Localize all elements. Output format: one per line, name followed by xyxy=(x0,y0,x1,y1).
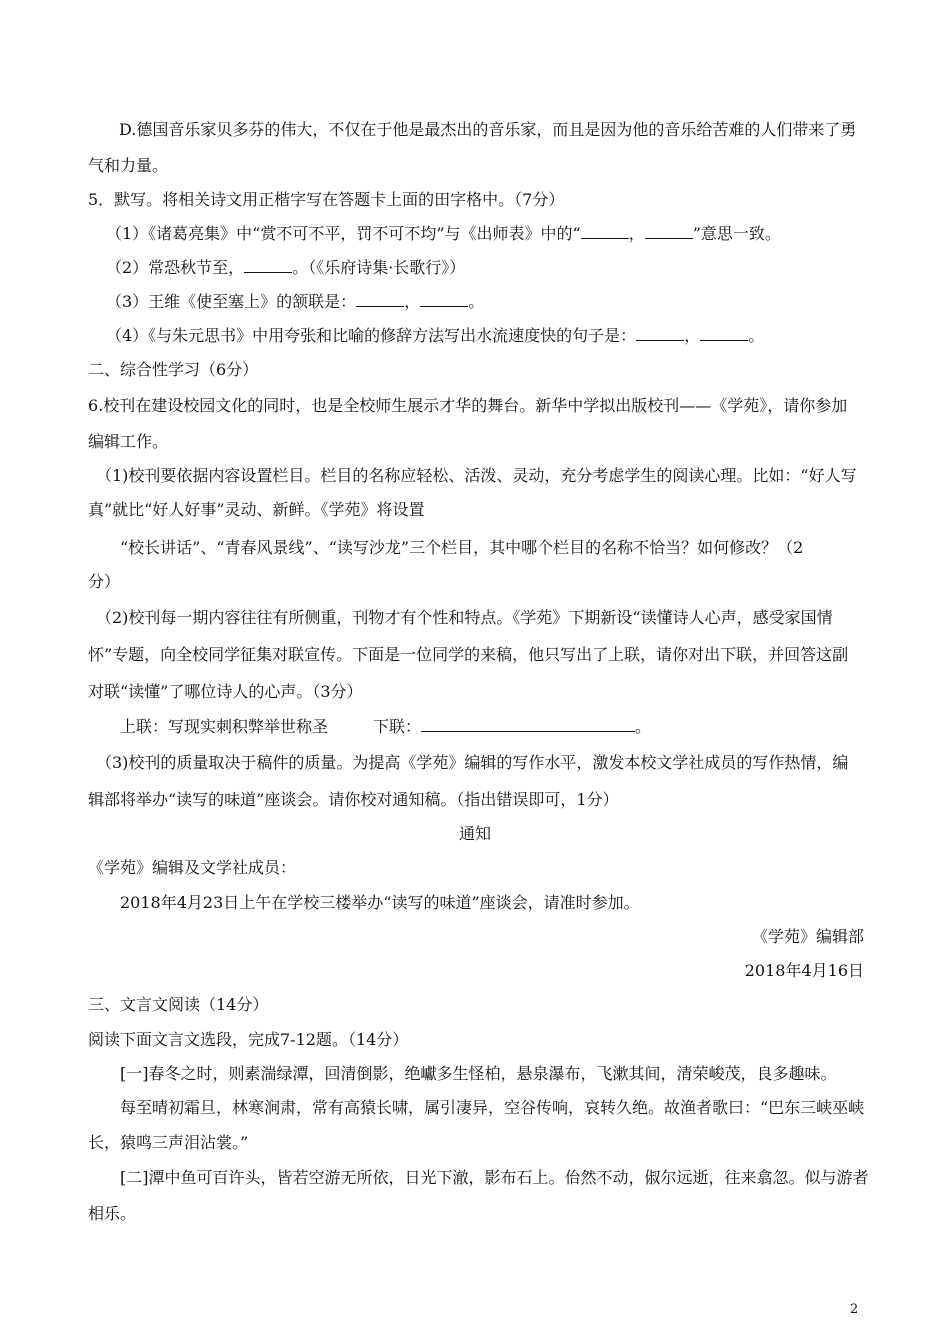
answer-blank[interactable] xyxy=(356,292,404,307)
q6-part2-line3: 对联“读懂”了哪位诗人的心声。（3分） xyxy=(88,682,363,701)
notice-signature: 《学苑》编辑部 xyxy=(751,927,864,946)
notice-date: 2018年4月16日 xyxy=(744,961,864,980)
q5-item4 xyxy=(106,326,764,346)
q4-option-d-line2: 气和力量。 xyxy=(88,156,169,175)
notice-body: 2018年4月23日上午在学校三楼举办“读写的味道”座谈会，请准时参加。 xyxy=(120,893,640,912)
q6-part3-line1: （3)校刊的质量取决于稿件的质量。为提高《学苑》编辑的写作水平，激发本校文学社成员的写作热情，编 xyxy=(96,753,849,772)
q6-line1: 6.校刊在建设校园文化的同时，也是全校师生展示才华的舞台。新华中学拟出版校刊——《学苑》，请你参加 xyxy=(88,396,848,415)
passage1-para2-line2: 长，猿鸣三声泪沾裳。” xyxy=(88,1133,249,1152)
notice-title: 通知 xyxy=(458,824,491,843)
q5-item2 xyxy=(106,258,465,278)
answer-blank[interactable] xyxy=(581,224,629,239)
couplet-lower xyxy=(373,717,651,737)
answer-blank[interactable] xyxy=(420,292,468,307)
q5-item2-text-a: （2）常恐秋节至， xyxy=(106,258,245,277)
section3-title: 三、文言文阅读（14分） xyxy=(88,995,269,1014)
q5-item4-text-c: 。 xyxy=(748,326,765,345)
q5-item3-text-b: ， xyxy=(404,292,421,311)
q5-item4-text-b: ， xyxy=(684,326,701,345)
q6-part1-line2: 真”就比“好人好事”灵动、新鲜。《学苑》将设置 xyxy=(88,500,425,519)
q6-line2: 编辑工作。 xyxy=(88,432,169,451)
q5-item1-text-a: （1）《诸葛亮集》中“赏不可不平，罚不可不均”与《出师表》中的“ xyxy=(106,224,581,243)
passage2-line2: 相乐。 xyxy=(88,1204,137,1223)
q5-item1-text-c: ”意思一致。 xyxy=(692,224,781,243)
q5-item3-text-a: （3）王维《使至塞上》的颔联是： xyxy=(106,292,357,311)
answer-blank[interactable] xyxy=(645,224,693,239)
q6-part3-line2: 辑部将举办“读写的味道”座谈会。请你校对通知稿。（指出错误即可，1分） xyxy=(88,790,619,809)
section3-intro: 阅读下面文言文选段，完成7-12题。（14分） xyxy=(88,1030,409,1049)
q4-option-d-line1: D.德国音乐家贝多芬的伟大，不仅在于他是最杰出的音乐家，而且是因为他的音乐给苦难的人们带来了勇 xyxy=(119,120,857,139)
couplet-answer-blank[interactable] xyxy=(421,717,635,732)
q5-item2-text-b: 。（《乐府诗集·长歌行》） xyxy=(292,258,466,277)
q5-item3-text-c: 。 xyxy=(468,292,485,311)
q6-part2-line1: （2)校刊每一期内容往往有所侧重，刊物才有个性和特点。《学苑》下期新设“读懂诗人心声，感受家国情 xyxy=(96,608,833,627)
couplet-upper: 上联：写现实刺积弊举世称圣 xyxy=(120,717,329,736)
q6-part1-line3: “校长讲话”、“青春风景线”、“读写沙龙”三个栏目，其中哪个栏目的名称不恰当？如何修改？（2 xyxy=(120,538,804,557)
passage1-para1: [一]春冬之时，则素湍绿潭，回清倒影，绝巘多生怪柏，悬泉瀑布，飞漱其间，清荣峻茂，良多趣味。 xyxy=(120,1064,837,1083)
couplet-end-mark: 。 xyxy=(635,717,652,736)
q5-item1-text-b: ， xyxy=(628,224,645,243)
answer-blank[interactable] xyxy=(244,258,292,273)
passage2-line1: [二]潭中鱼可百许头，皆若空游无所依，日光下澈，影布石上。佁然不动，俶尔远逝，往来翕忽。似与游者 xyxy=(120,1168,869,1187)
section2-title: 二、综合性学习（6分） xyxy=(88,360,259,379)
q6-part2-line2: 怀”专题，向全校同学征集对联宣传。下面是一位同学的来稿，他只写出了上联，请你对出下联，并回答这副 xyxy=(88,645,849,664)
answer-blank[interactable] xyxy=(636,326,684,341)
q5-item1 xyxy=(106,224,781,244)
notice-recipient: 《学苑》编辑及文学社成员： xyxy=(88,858,297,877)
q5-title: 5．默写。将相关诗文用正楷字写在答题卡上面的田字格中。（7分） xyxy=(88,190,565,209)
answer-blank[interactable] xyxy=(700,326,748,341)
q5-item3 xyxy=(106,292,484,312)
q6-part1-line4: 分） xyxy=(88,572,121,591)
page-number: 2 xyxy=(850,1302,859,1317)
q5-item4-text-a: （4）《与朱元思书》中用夸张和比喻的修辞方法写出水流速度快的句子是： xyxy=(106,326,637,345)
passage1-para2-line1: 每至晴初霜旦，林寒涧肃，常有高猿长啸，属引凄异，空谷传响，哀转久绝。故渔者歌曰：“巴东三峡巫峡 xyxy=(120,1098,865,1117)
couplet-lower-label: 下联： xyxy=(373,717,422,736)
q6-part1-line1: （1)校刊要依据内容设置栏目。栏目的名称应轻松、活泼、灵动，充分考虑学生的阅读心理。比如：“好人写 xyxy=(96,466,857,485)
